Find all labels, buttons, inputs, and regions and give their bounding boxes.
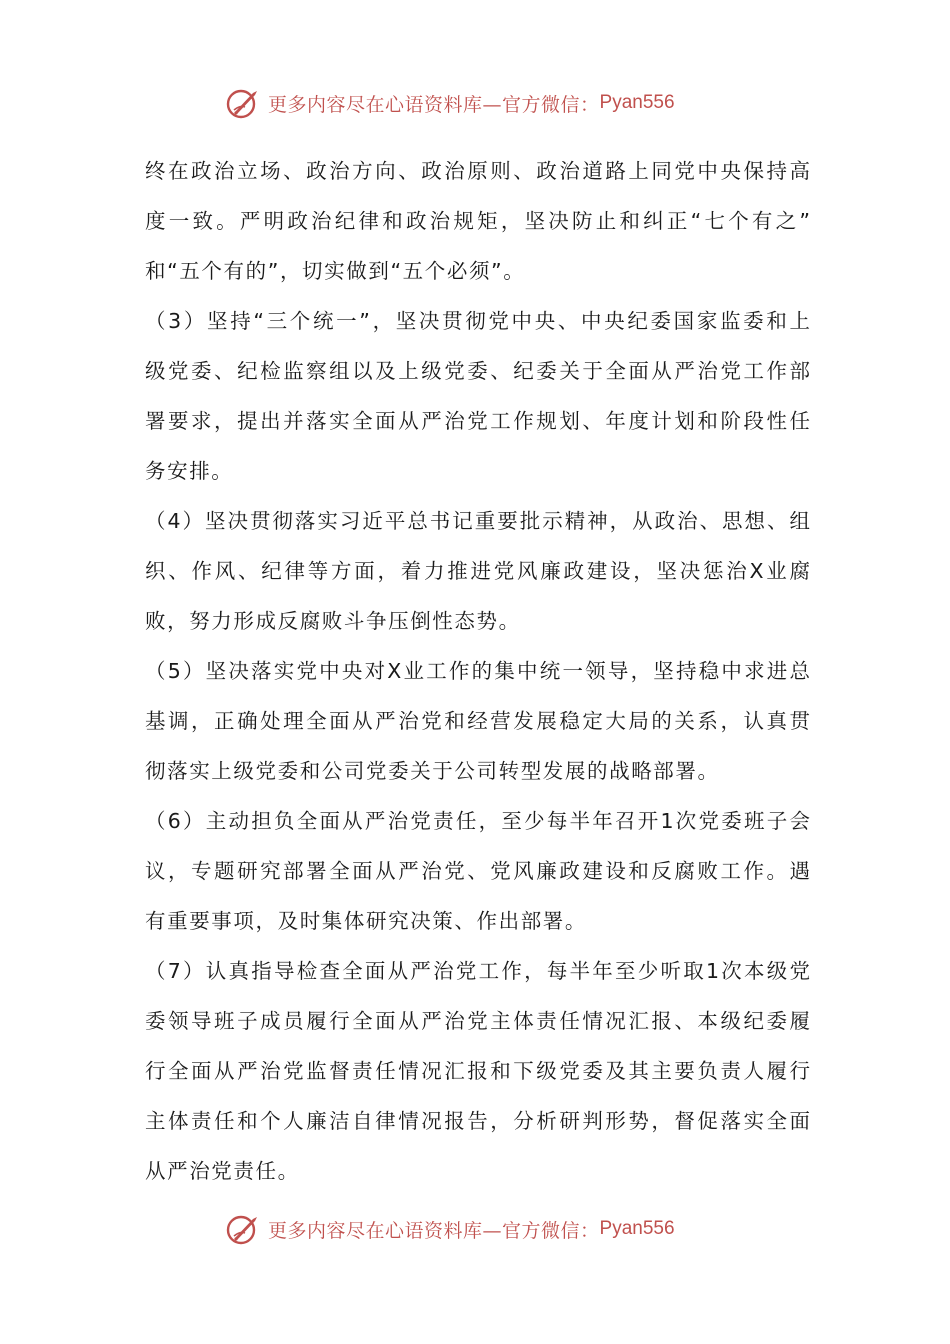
text-line: 行全面从严治党监督责任情况汇报和下级党委及其主要负责人履行 [145,1059,810,1083]
pen-logo-icon [226,85,262,121]
header-watermark [226,83,675,123]
text-line: 终在政治立场、政治方向、政治原则、政治道路上同党中央保持高 [145,159,810,183]
text-line: 败，努力形成反腐败斗争压倒性态势。 [145,609,521,633]
text-line: 主体责任和个人廉洁自律情况报告，分析研判形势，督促落实全面 [145,1109,810,1133]
text-line: 从严治党责任。 [145,1159,300,1183]
text-line: 有重要事项，及时集体研究决策、作出部署。 [145,909,587,933]
footer-watermark [226,1209,675,1249]
text-line: （5）坚决落实党中央对X业工作的集中统一领导，坚持稳中求进总 [145,659,810,683]
wechat-id: Pyan556 [599,1218,675,1239]
text-line: 务安排。 [145,459,234,483]
watermark-text: 更多内容尽在心语资料库—官方微信： [268,93,600,116]
text-line: 彻落实上级党委和公司党委关于公司转型发展的战略部署。 [145,759,720,783]
watermark-text: 更多内容尽在心语资料库—官方微信： [268,1219,600,1242]
text-line: 基调，正确处理全面从严治党和经营发展稳定大局的关系，认真贯 [145,709,810,733]
text-line: 度一致。严明政治纪律和政治规矩，坚决防止和纠正“七个有之” [145,209,810,233]
text-line: （6）主动担负全面从严治党责任，至少每半年召开1次党委班子会 [145,809,810,833]
text-line: 议，专题研究部署全面从严治党、党风廉政建设和反腐败工作。遇 [145,859,810,883]
text-line: （3）坚持“三个统一”，坚决贯彻党中央、中央纪委国家监委和上 [145,309,810,333]
text-line: 织、作风、纪律等方面，着力推进党风廉政建设，坚决惩治X业腐 [145,559,810,583]
text-line: （7）认真指导检查全面从严治党工作，每半年至少听取1次本级党 [145,959,810,983]
text-line: 委领导班子成员履行全面从严治党主体责任情况汇报、本级纪委履 [145,1009,810,1033]
text-line: 署要求，提出并落实全面从严治党工作规划、年度计划和阶段性任 [145,409,810,433]
text-line: 和“五个有的”，切实做到“五个必须”。 [145,259,526,283]
wechat-id: Pyan556 [599,92,675,113]
document-body [145,146,810,1196]
text-line: 级党委、纪检监察组以及上级党委、纪委关于全面从严治党工作部 [145,359,810,383]
pen-logo-icon [226,1211,262,1247]
text-line: （4）坚决贯彻落实习近平总书记重要批示精神，从政治、思想、组 [145,509,810,533]
